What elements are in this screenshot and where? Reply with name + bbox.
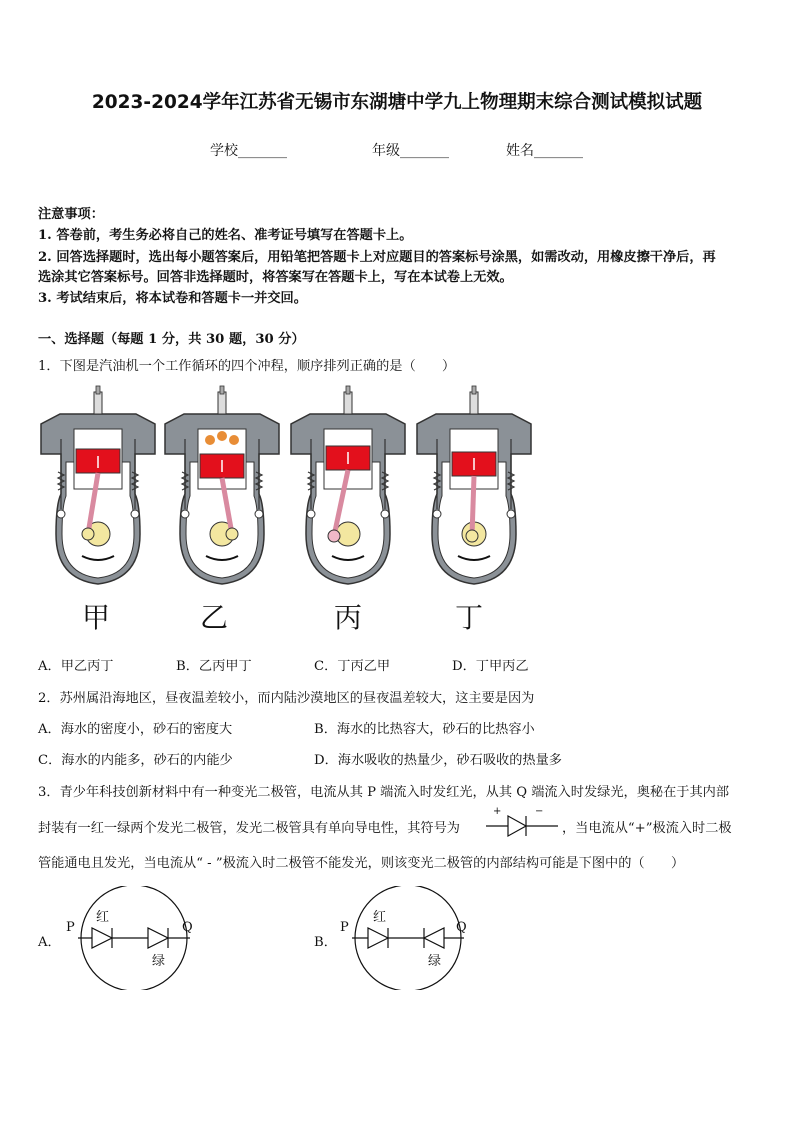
engine-strokes-figure [36, 384, 536, 594]
notice-item-2: 2. 回答选择题时，选出每小题答案后，用铅笔把答题卡上对应题目的答案标号涂黑，如需改动，用橡皮擦干净后，再 [38, 250, 716, 265]
notice-heading: 注意事项： [38, 207, 104, 222]
q2-option-c: C．海水的内能多，砂石的内能少 [38, 753, 233, 768]
engine-label-yi: 乙 [200, 601, 229, 634]
school-field: 学校_______ [210, 143, 287, 159]
q2-option-b: B．海水的比热容大，砂石的比热容小 [314, 722, 535, 737]
q3-a-p-label: P [66, 920, 75, 935]
q3-option-b-label: B． [314, 935, 337, 950]
diode-minus-sign: − [535, 806, 544, 817]
engine-label-jia: 甲 [82, 601, 111, 634]
q1-option-d: D．丁甲丙乙 [452, 659, 529, 674]
q3-b-q-label: Q [456, 920, 467, 935]
q3-option-b-diagram [338, 886, 478, 990]
engine-label-ding: 丁 [455, 601, 484, 634]
q3-b-p-label: P [340, 920, 349, 935]
section-heading: 一、选择题（每题 1 分，共 30 题，30 分） [38, 332, 305, 347]
q3-b-green-label: 绿 [428, 954, 442, 969]
name-field: 姓名_______ [506, 143, 583, 159]
notice-item-2-cont: 选涂其它答案标号。回答非选择题时，将答案写在答题卡上，写在本试卷上无效。 [38, 270, 513, 285]
diode-plus-sign: + [493, 806, 502, 817]
question-1-stem: 1．下图是汽油机一个工作循环的四个冲程，顺序排列正确的是（ ） [38, 359, 456, 374]
engine-label-bing: 丙 [334, 601, 363, 634]
q1-option-b: B．乙丙甲丁 [176, 659, 252, 674]
q3-option-a-label: A． [38, 935, 61, 950]
question-3-line-3: 管能通电且发光，当电流从“ - ”极流入时二极管不能发光，则该变光二极管的内部结构可能是下图中的（ ） [38, 856, 685, 871]
q3-a-green-label: 绿 [152, 954, 166, 969]
q3-a-q-label: Q [182, 920, 193, 935]
question-3-line-2a: 封装有一红一绿两个发光二极管，发光二极管具有单向导电性，其符号为 [38, 821, 460, 836]
q3-b-red-label: 红 [373, 910, 387, 925]
q3-a-red-label: 红 [96, 910, 110, 925]
page-title: 2023-2024学年江苏省无锡市东湖塘中学九上物理期末综合测试模拟试题 [91, 92, 703, 113]
q1-option-a: A．甲乙丙丁 [38, 659, 114, 674]
q3-option-a-diagram [64, 886, 204, 990]
question-3-line-2b: ，当电流从“+”极流入时二极 [562, 821, 732, 836]
q1-option-c: C．丁丙乙甲 [314, 659, 391, 674]
q2-option-a: A．海水的密度小，砂石的密度大 [38, 722, 233, 737]
notice-item-3: 3. 考试结束后，将本试卷和答题卡一并交回。 [38, 291, 307, 306]
notice-item-1: 1. 答卷前，考生务必将自己的姓名、准考证号填写在答题卡上。 [38, 228, 413, 243]
grade-field: 年级_______ [372, 143, 449, 159]
q2-option-d: D．海水吸收的热量少，砂石吸收的热量多 [314, 753, 562, 768]
question-3-line-1: 3．青少年科技创新材料中有一种变光二极管，电流从其 P 端流入时发红光，从其 Q 端流入时发绿光，奥秘在于其内部 [38, 785, 730, 800]
question-2-stem: 2．苏州属沿海地区，昼夜温差较小，而内陆沙漠地区的昼夜温差较大，这主要是因为 [38, 691, 535, 706]
